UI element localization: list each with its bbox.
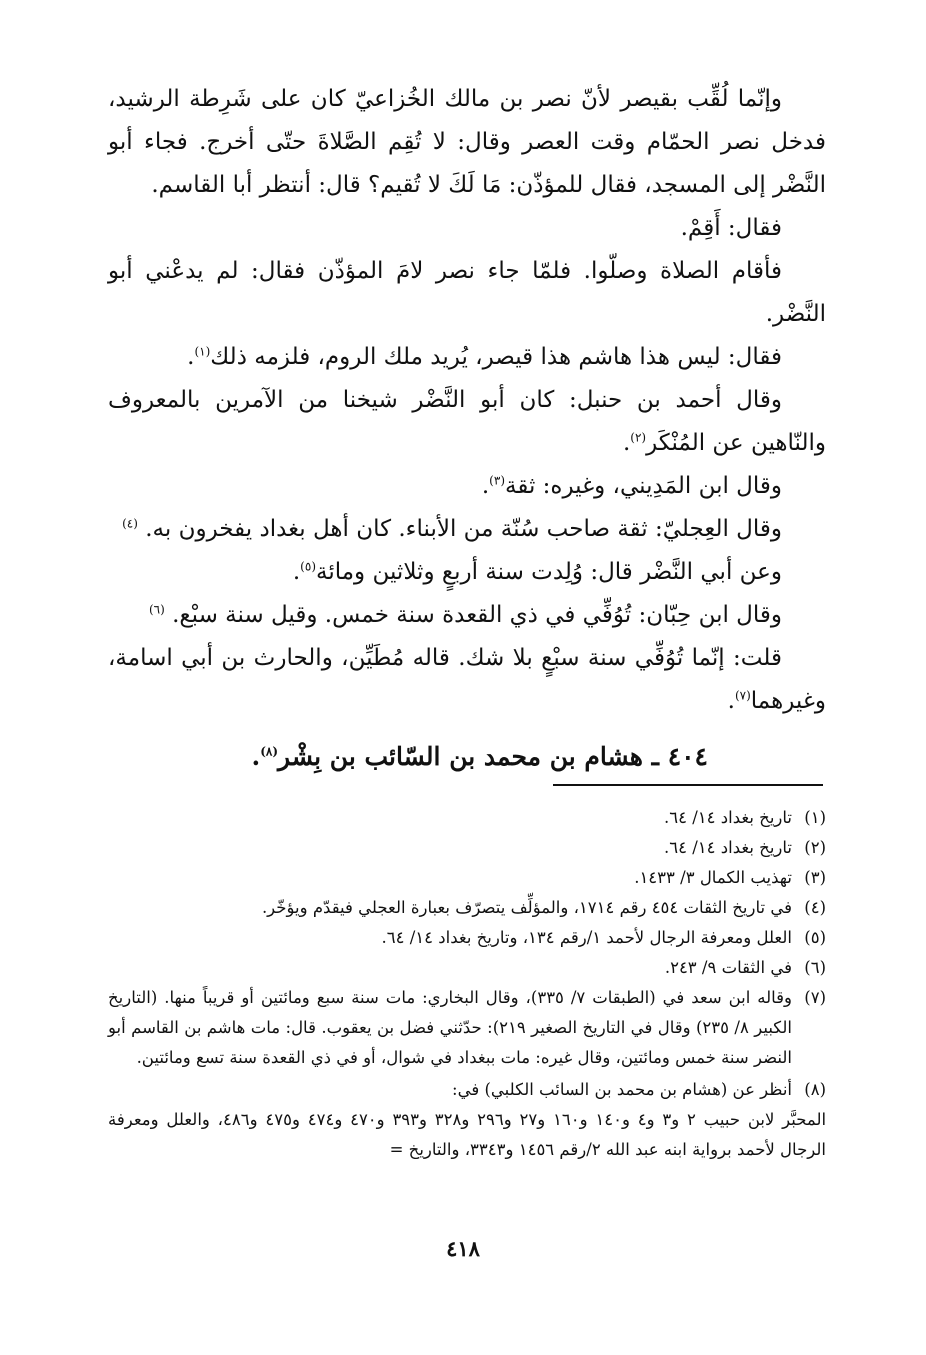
paragraph: قلت: إنّما تُوُفِّي سنة سبْعٍ بلا شك. قاله مُطَيِّن، والحارث بن أبي اسامة، وغيرهما$^{(٧)}$. xyxy=(108,645,826,714)
footnote-item xyxy=(108,833,826,863)
footnote-item xyxy=(108,923,826,953)
footnote-text xyxy=(108,803,792,833)
paragraph-text: وقال العِجليّ: ثقة صاحب سُنّة من الأبناء. كان أهل بغداد يفخرون به. xyxy=(145,516,782,542)
footnote-line: تهذيب الكمال ٣/ ١٤٣٣. xyxy=(634,868,792,887)
footnote-ref: (٧) xyxy=(734,688,751,703)
footnote-number: (٨) xyxy=(804,1080,826,1099)
paragraph-text: وقال ابن المَدِيني، وغيره: ثقة xyxy=(505,473,782,499)
paragraph xyxy=(108,594,826,637)
footnote-number: (٢) xyxy=(804,838,826,857)
footnote-number: (٤) xyxy=(804,898,826,917)
footnote-text xyxy=(108,833,792,863)
footnote-continuation: المحبَّر لابن حبيب ٢ و٣ و٤ و١٤٠ و١٦٠ و٢٧ و٢٩٦ و٣٢٨ و٣٩٣ و٤٧٠ و٤٧٤ و٤٧٥ و٤٨٦، والعلل ومعرفة الرجال لأحمد برواية ابنه عبد الله ٢/رقم ١٤٥٦ و٣٣٤٣، والتاريخ = xyxy=(108,1110,827,1159)
footnote-line: أنظر عن (هشام بن محمد بن السائب الكلبي) في: xyxy=(452,1080,792,1099)
paragraph: وقال أحمد بن حنبل: كان أبو النَّضْر شيخنا من الآمرين بالمعروف والنّاهين عن المُنْكَر$^{(٢)}$. xyxy=(108,387,826,456)
footnote-ref: (٤) xyxy=(122,516,138,531)
footnote-item xyxy=(108,1075,826,1105)
paragraph xyxy=(108,508,826,551)
page-number: ٤١٨ xyxy=(446,1236,480,1261)
paragraph-text: وقال أحمد بن حنبل: كان أبو النَّضْر شيخنا من الآمرين بالمعروف والنّاهين عن المُنْكَر xyxy=(108,387,826,456)
paragraph xyxy=(108,207,826,250)
footnote-item xyxy=(108,893,826,923)
paragraph-text: وإنّما لُقِّب بقيصر لأنّ نصر بن مالك الخُزاعيّ كان على شَرِطة الرشيد، فدخل نصر الحمّام وقت العصر وقال: لا تُقِم الصَّلاةَ حتّى أخرج. فجاء أبو النَّضْر إلى المسجد، فقال للمؤذّن: مَا لَكَ لا تُقيم؟ قال: أنتظر أبا القاسم. xyxy=(108,86,826,198)
footnote-ref: (٦) xyxy=(148,602,165,617)
footnote-line: العلل ومعرفة الرجال لأحمد ١/رقم ١٣٤، وتاريخ بغداد ١٤/ ٦٤. xyxy=(381,928,792,947)
main-text xyxy=(108,78,826,777)
footnote-text xyxy=(108,863,792,893)
footnote-item xyxy=(108,803,826,833)
paragraph-text: وقال ابن حِبّان: تُوُفِّي في ذي القعدة سنة خمس. وقيل سنة سبْع. xyxy=(172,602,782,628)
paragraph-text: وعن أبي النَّضْر قال: وُلِدت سنة أربعٍ وثلاثين ومائة xyxy=(316,559,782,585)
footnote-divider xyxy=(553,784,823,786)
paragraph-text: فقال: ليس هذا هاشم هذا قيصر، يُريد ملك الروم، فلزمه ذلك xyxy=(210,344,782,370)
footnote-number: (١) xyxy=(804,808,826,827)
footnote-ref: (٢) xyxy=(630,430,647,445)
footnote-number: (٦) xyxy=(804,958,826,977)
footnote-item xyxy=(108,863,826,893)
footnote-ref: (١) xyxy=(194,344,211,359)
footnote-text xyxy=(108,953,792,983)
footnote-text xyxy=(108,983,792,1073)
entry-heading-text: ٤٠٤ ـ هشام بن محمد بن السّائب بن بِشْر xyxy=(278,742,708,771)
footnote-number: (٥) xyxy=(804,928,826,947)
entry-heading: ٤٠٤ ـ هشام بن محمد بن السّائب بن بِشْر$^{(٨)}$. xyxy=(251,742,708,771)
footnote-ref: (٥) xyxy=(300,559,316,574)
paragraph: فقال: ليس هذا هاشم هذا قيصر، يُريد ملك الروم، فلزمه ذلك$^{(١)}$. xyxy=(187,344,782,370)
footnote-text xyxy=(108,1075,792,1105)
footnote-line: في الثقات ٩/ ٢٤٣. xyxy=(664,958,792,977)
footnote-item xyxy=(108,953,826,983)
paragraph-text: قلت: إنّما تُوُفِّي سنة سبْعٍ بلا شك. قاله مُطَيِّن، والحارث بن أبي اسامة، وغيرهما xyxy=(108,645,826,714)
footnote-number: (٣) xyxy=(804,868,826,887)
footnote-ref: (٨) xyxy=(260,744,279,759)
footnotes xyxy=(108,803,826,1165)
paragraph-text: فأقام الصلاة وصلّوا. فلمّا جاء نصر لامَ المؤذّن فقال: لم يدعْني أبو النَّضْر. xyxy=(108,258,826,327)
paragraph xyxy=(108,78,826,207)
paragraph: وعن أبي النَّضْر قال: وُلِدت سنة أربعٍ وثلاثين ومائة$^{(٥)}$. xyxy=(292,559,782,585)
paragraph-text: فقال: أَقِمْ. xyxy=(680,215,782,241)
footnote-line: تاريخ بغداد ١٤/ ٦٤. xyxy=(664,838,792,857)
footnote-ref: (٣) xyxy=(489,473,505,488)
footnote-line: في تاريخ الثقات ٤٥٤ رقم ١٧١٤، والمؤلِّف يتصرّف بعبارة العجلي فيقدّم ويؤخّر. xyxy=(261,898,792,917)
footnote-item xyxy=(108,983,826,1073)
paragraph xyxy=(108,250,826,336)
footnote-text xyxy=(108,923,792,953)
footnote-text xyxy=(108,893,792,923)
paragraph: وقال ابن المَدِيني، وغيره: ثقة$^{(٣)}$. xyxy=(481,473,782,499)
footnote-line: وقاله ابن سعد في (الطبقات ٧/ ٣٣٥)، وقال البخاري: مات سنة سبع ومائتين أو قريباً منها. (التاريخ الكبير ٨/ ٢٣٥) وقال في التاريخ الصغير ٢١٩): حدّثني فضل بن يعقوب. قال: مات هاشم بن القاسم أبو النضر سنة خمس ومائتين، وقال غيره: مات ببغداد في شوال، أو في ذي القعدة سنة تسع ومائتين. xyxy=(108,988,793,1067)
footnote-number: (٧) xyxy=(804,988,826,1007)
footnote-line: تاريخ بغداد ١٤/ ٦٤. xyxy=(664,808,792,827)
